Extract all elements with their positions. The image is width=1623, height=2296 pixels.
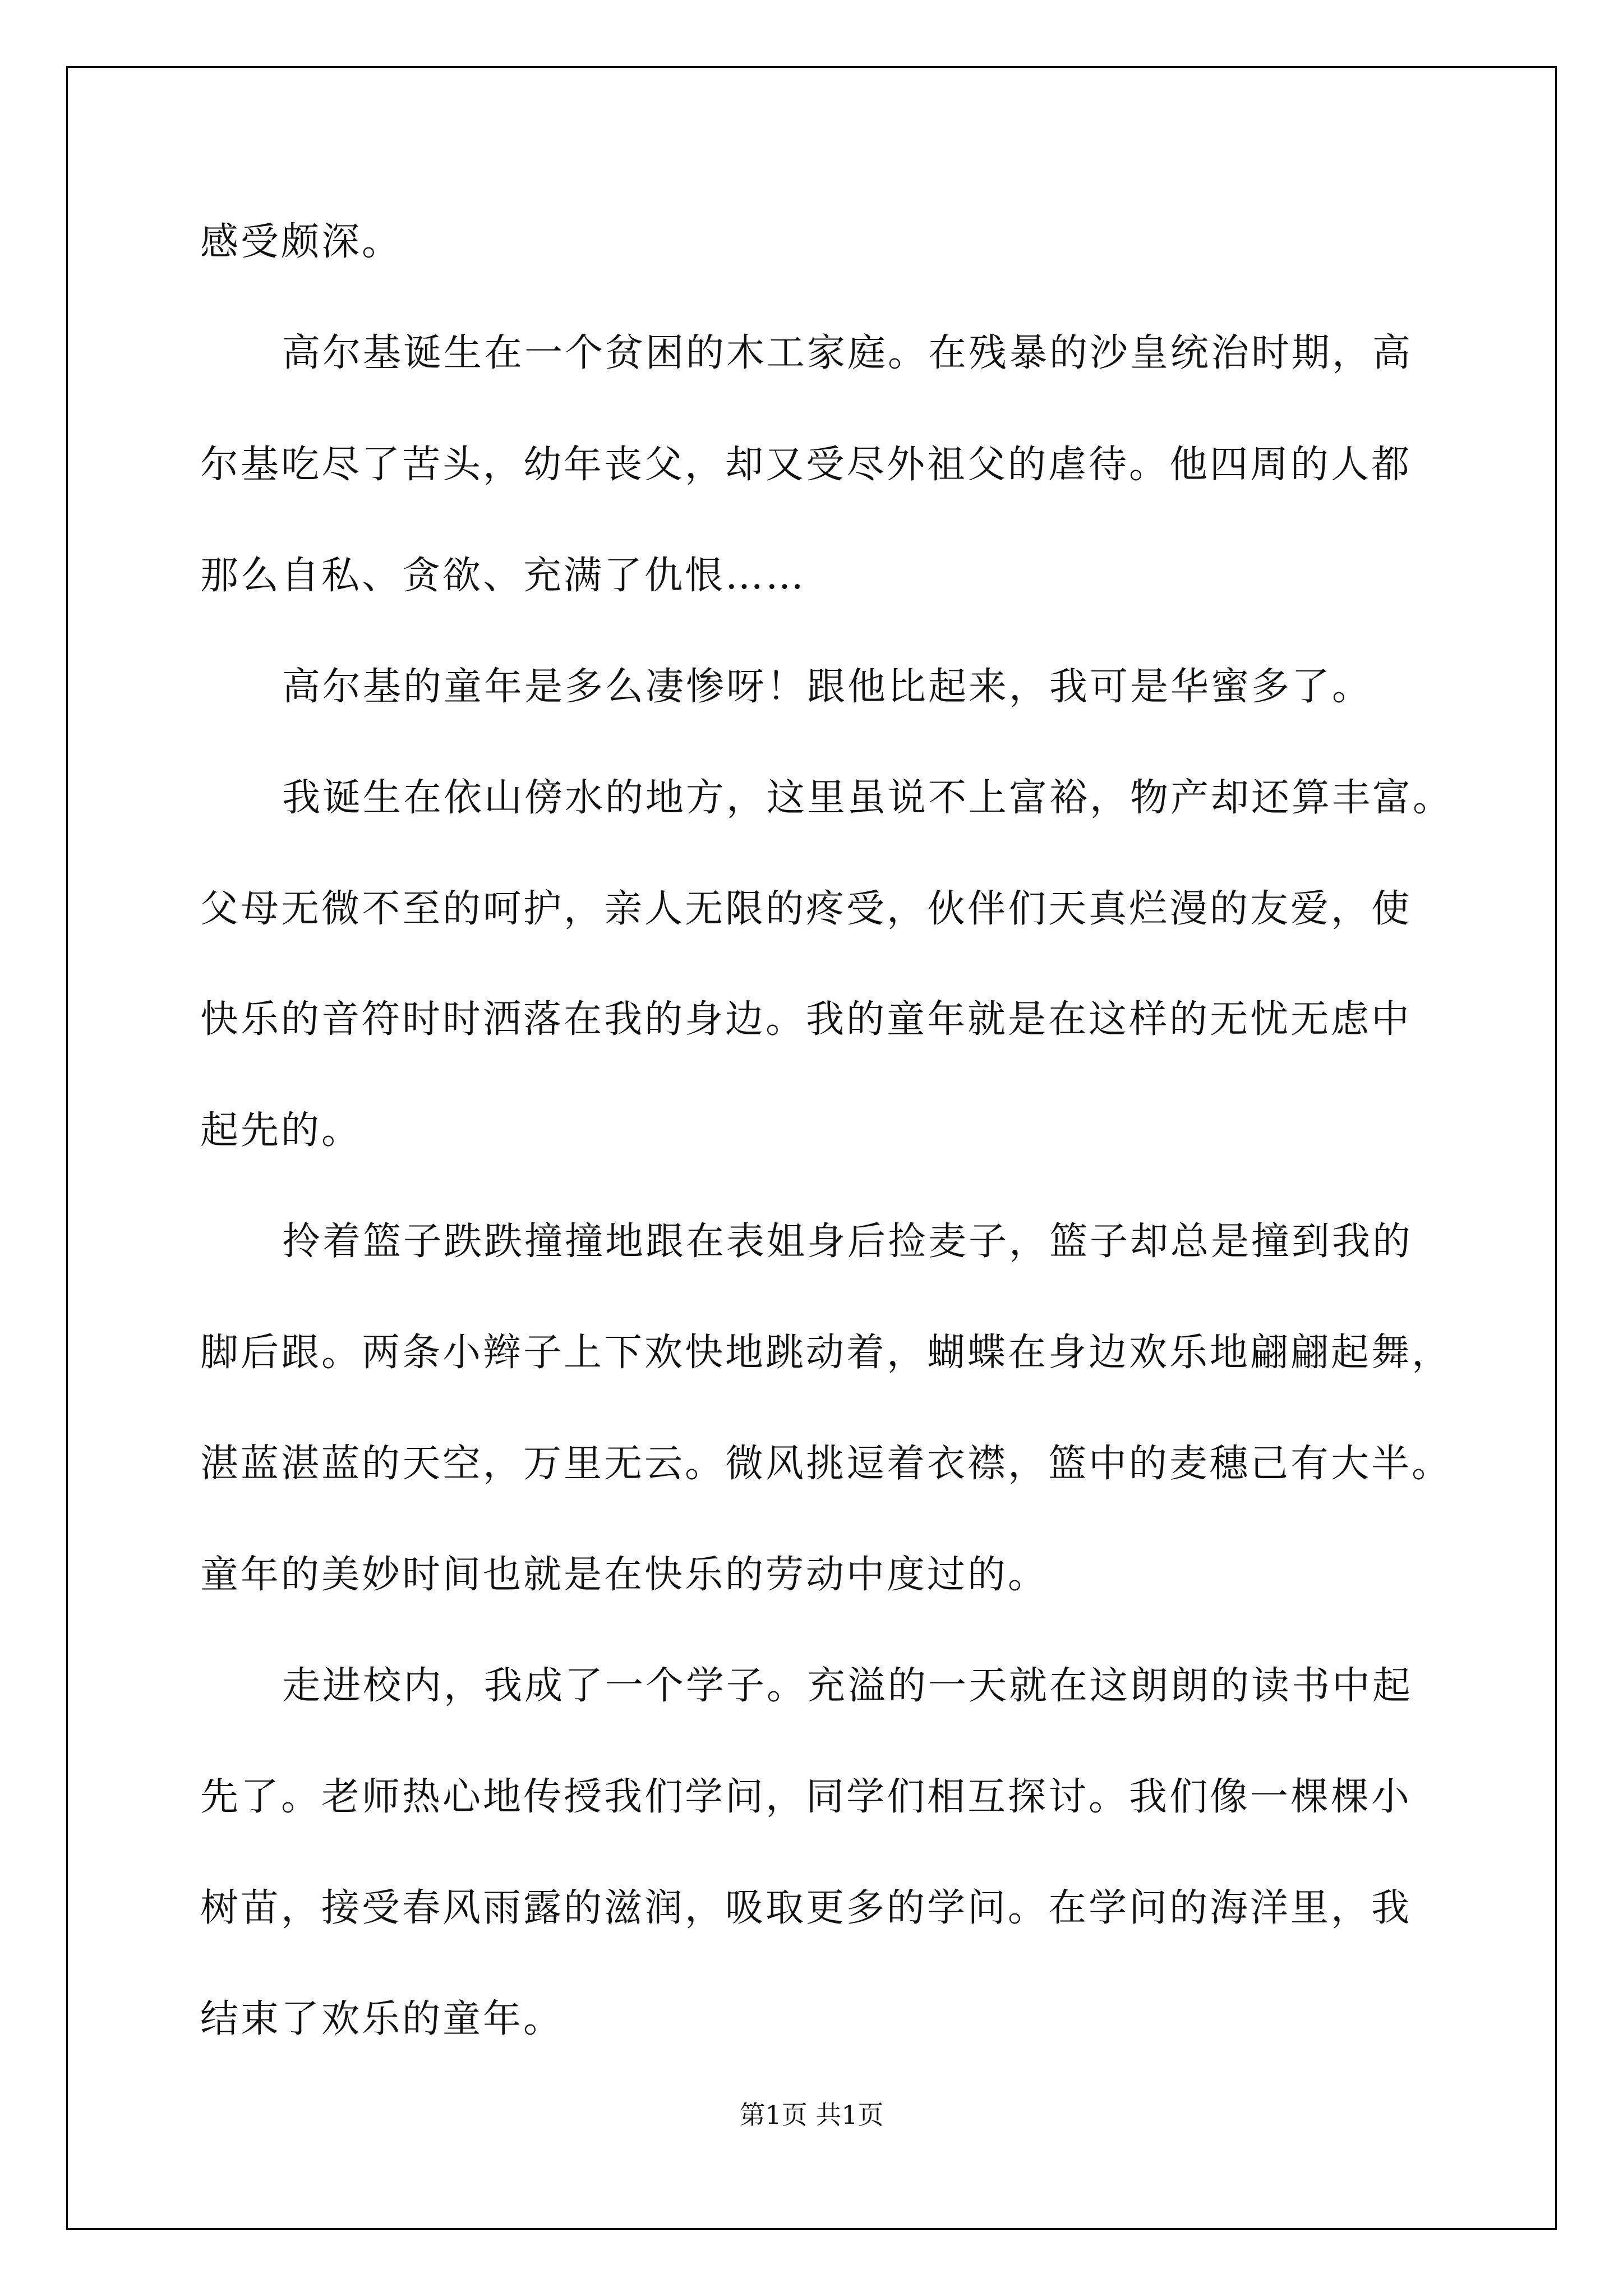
text-line: 树苗，接受春风雨露的滋润，吸取更多的学问。在学问的海洋里，我 [200, 1886, 1412, 1930]
text-line: 结束了欢乐的童年。 [200, 1997, 564, 2041]
text-line: 高尔基诞生在一个贫困的木工家庭。在残暴的沙皇统治时期，高 [282, 331, 1413, 375]
text-line: 童年的美妙时间也就是在快乐的劳动中度过的。 [200, 1553, 1049, 1597]
text-line: 我诞生在依山傍水的地方，这里虽说不上富裕，物产却还算丰富。 [282, 776, 1454, 820]
text-line: 脚后跟。两条小辫子上下欢快地跳动着，蝴蝶在身边欢乐地翩翩起舞， [200, 1331, 1453, 1375]
text-line: 走进校内，我成了一个学子。充溢的一天就在这朗朗的读书中起 [282, 1664, 1413, 1708]
text-line: 先了。老师热心地传授我们学问，同学们相互探讨。我们像一棵棵小 [200, 1775, 1412, 1819]
text-line: 起先的。 [200, 1108, 362, 1153]
text-line: 拎着篮子跌跌撞撞地跟在表姐身后捡麦子，篮子却总是撞到我的 [282, 1220, 1413, 1264]
text-line: 湛蓝湛蓝的天空，万里无云。微风挑逗着衣襟，篮中的麦穗己有大半。 [200, 1442, 1453, 1486]
text-line: 那么自私、贪欲、充满了仇恨…… [200, 554, 806, 598]
text-line: 父母无微不至的呵护，亲人无限的疼受，伙伴们天真烂漫的友爱，使 [200, 887, 1412, 931]
text-line: 高尔基的童年是多么凄惨呀！跟他比起来，我可是华蜜多了。 [282, 665, 1373, 709]
text-line: 快乐的音符时时洒落在我的身边。我的童年就是在这样的无忧无虑中 [200, 997, 1412, 1042]
page-footer: 第1页 共1页 [739, 2100, 884, 2130]
text-line: 感受颇深。 [200, 220, 403, 264]
text-line: 尔基吃尽了苦头，幼年丧父，却又受尽外祖父的虐待。他四周的人都 [200, 443, 1412, 487]
